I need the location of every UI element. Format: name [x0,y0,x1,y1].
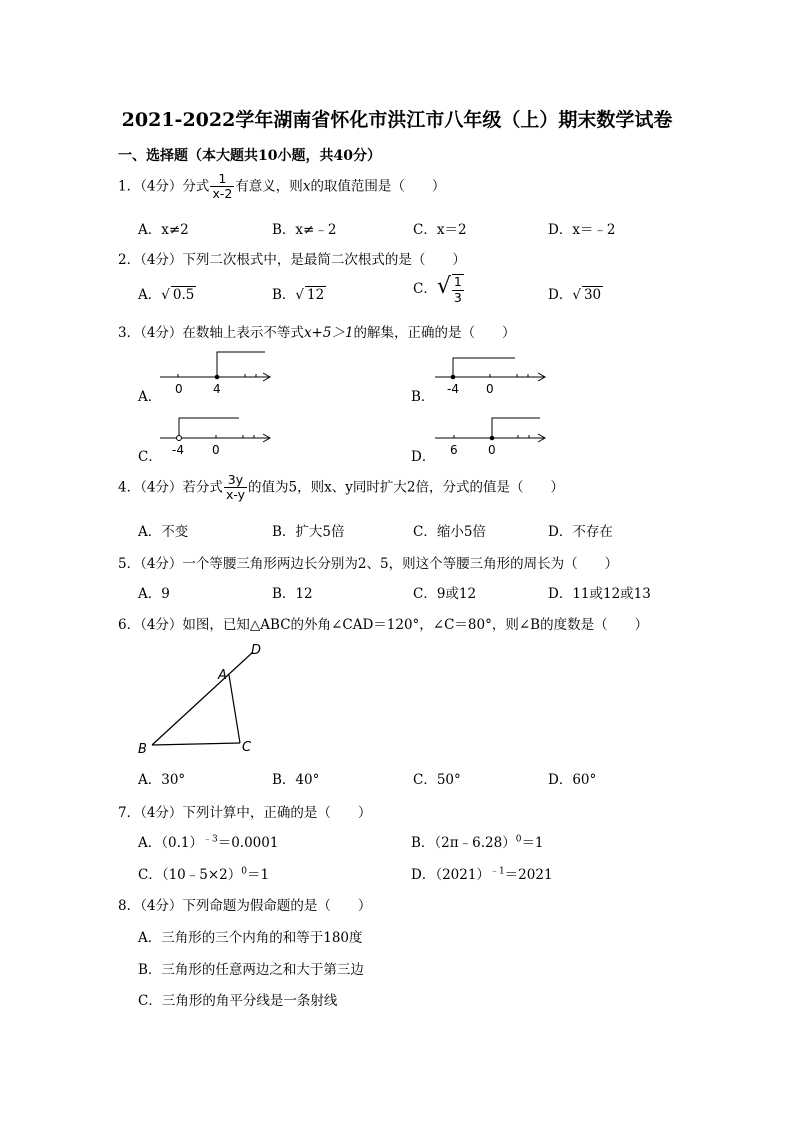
q7-option-d[interactable] [411,863,553,883]
q8-option-b[interactable]: B．三角形的任意两边之和大于第三边 [138,962,364,978]
q1-option-d[interactable]: D．x＝﹣2 [548,222,616,238]
q2-radicand-c [452,274,464,305]
point-label-d: D [251,643,262,658]
question-2: 2．（4分）下列二次根式中，是最简二次根式的是（ ） [118,252,466,268]
q7-b-exponent: 0 [515,834,522,845]
q4-denominator: x-y [225,487,246,503]
q2-option-b[interactable] [272,283,326,303]
tick-label: -4 [172,443,184,457]
q3-stem-end: 的解集，正确的是（ ） [353,325,516,341]
q6-option-c[interactable]: C．50° [413,772,461,788]
q7-d-base: D．（2021） [411,867,490,883]
q7-d-result: ＝2021 [504,867,553,883]
q4-fraction [224,473,247,503]
q7-option-c[interactable] [138,863,269,883]
tick-label: -4 [447,382,459,396]
sqrt-symbol: √ [295,287,305,303]
sqrt-symbol: √ [572,287,581,303]
q1-stem-mid: 有意义，则 [235,178,303,195]
q7-c-base: C．（10﹣5×2） [138,867,242,883]
q4-option-d[interactable]: D．不存在 [548,524,613,540]
q7-b-base: B．（2π﹣6.28） [411,835,516,851]
q5-option-a[interactable]: A．9 [138,586,170,602]
q1-option-b[interactable]: B．x≠﹣2 [272,222,337,238]
q2-radicand-a: 0.5 [172,287,195,303]
q1-denominator: x-2 [212,186,233,202]
tick-label: 4 [213,382,221,396]
triangle-figure [130,640,280,765]
q5-option-b[interactable]: B．12 [272,586,313,602]
q4-stem: 4．（4分）若分式 [118,479,223,496]
q2-radicand-b: 12 [307,287,325,303]
tick-label: 0 [175,382,183,396]
question-5: 5．（4分）一个等腰三角形两边长分别为2、5，则这个等腰三角形的周长为（ ） [118,556,619,572]
q1-variable: x [302,178,311,195]
q3-stem: 3．（4分）在数轴上表示不等式 [118,325,304,341]
q6-option-a[interactable]: A．30° [138,772,186,788]
q2-c-numerator: 1 [453,274,462,290]
q2-option-d-label: D． [548,287,573,303]
q7-c-exponent: 0 [241,866,247,877]
q3-option-a[interactable]: A． [138,389,162,405]
q4-stem-end: 的值为5，则x、y同时扩大2倍，分式的值是（ ） [248,479,564,496]
q1-stem-end: 的取值范围是（ ） [310,178,446,195]
q3-option-b[interactable]: B． [411,389,435,405]
q5-option-d[interactable]: D．11或12或13 [548,586,651,602]
tick-label: 0 [212,443,220,457]
q3-inequality: x+5＞1 [303,325,354,341]
number-line-d [430,409,555,465]
point-label-b: B [138,742,147,757]
q1-stem: 1．（4分）分式 [118,178,210,195]
q4-option-a[interactable]: A．不变 [138,524,189,540]
q7-a-base: A．（0.1） [138,835,203,851]
question-1 [118,172,445,202]
q7-a-exponent: ﹣3 [202,834,218,845]
q2-option-a-label: A． [138,287,162,303]
q2-c-denominator: 3 [453,289,462,305]
tick-label: 0 [488,443,496,457]
q2-option-c-label: C． [413,281,437,297]
sqrt-symbol: √ [161,287,170,303]
q6-option-b[interactable]: B．40° [272,772,320,788]
q1-option-a[interactable]: A．x≠2 [138,222,189,238]
q4-numerator: 3y [224,473,247,488]
q2-option-a[interactable] [138,283,196,303]
q3-option-c[interactable]: C． [138,449,162,465]
page-title: 2021-2022学年湖南省怀化市洪江市八年级（上）期末数学试卷 [121,109,673,131]
q7-b-result: ＝1 [521,835,544,851]
q1-numerator: 1 [210,172,234,187]
tick-label: 0 [486,382,494,396]
tick-label: 6 [450,443,458,457]
q8-option-a[interactable]: A．三角形的三个内角的和等于180度 [138,930,363,946]
q7-option-b[interactable] [411,831,544,851]
number-line-c [155,409,280,465]
point-label-c: C [242,740,252,755]
q6-option-d[interactable]: D．60° [548,772,597,788]
question-7: 7．（4分）下列计算中，正确的是（ ） [118,805,372,821]
question-6: 6．（4分）如图，已知△ABC的外角∠CAD＝120°，∠C＝80°，则∠B的度数是（ ） [118,617,649,633]
q5-option-c[interactable]: C．9或12 [413,586,477,602]
question-3 [118,321,516,341]
q7-c-result: ＝1 [246,867,270,883]
q2-radicand-d: 30 [583,287,602,303]
number-line-a [155,346,280,402]
q7-option-a[interactable] [138,831,278,851]
q1-fraction [210,172,234,202]
q7-a-result: ＝0.0001 [217,835,279,851]
q8-option-c[interactable]: C．三角形的角平分线是一条射线 [138,993,338,1009]
q2-option-b-label: B． [272,287,296,303]
q2-option-d[interactable] [548,283,603,303]
q1-option-c[interactable]: C．x＝2 [413,222,467,238]
section-heading: 一、选择题（本大题共10小题，共40分） [118,148,381,164]
number-line-b [430,346,555,402]
q4-option-c[interactable]: C．缩小5倍 [413,524,486,540]
q2-option-c[interactable] [413,274,465,305]
q4-option-b[interactable]: B．扩大5倍 [272,524,345,540]
sqrt-symbol: √ [436,274,451,299]
q7-d-exponent: ﹣1 [489,866,505,877]
question-4 [118,473,564,503]
question-8: 8．（4分）下列命题为假命题的是（ ） [118,898,372,914]
q3-option-d[interactable]: D． [411,449,436,465]
point-label-a: A [218,668,227,683]
